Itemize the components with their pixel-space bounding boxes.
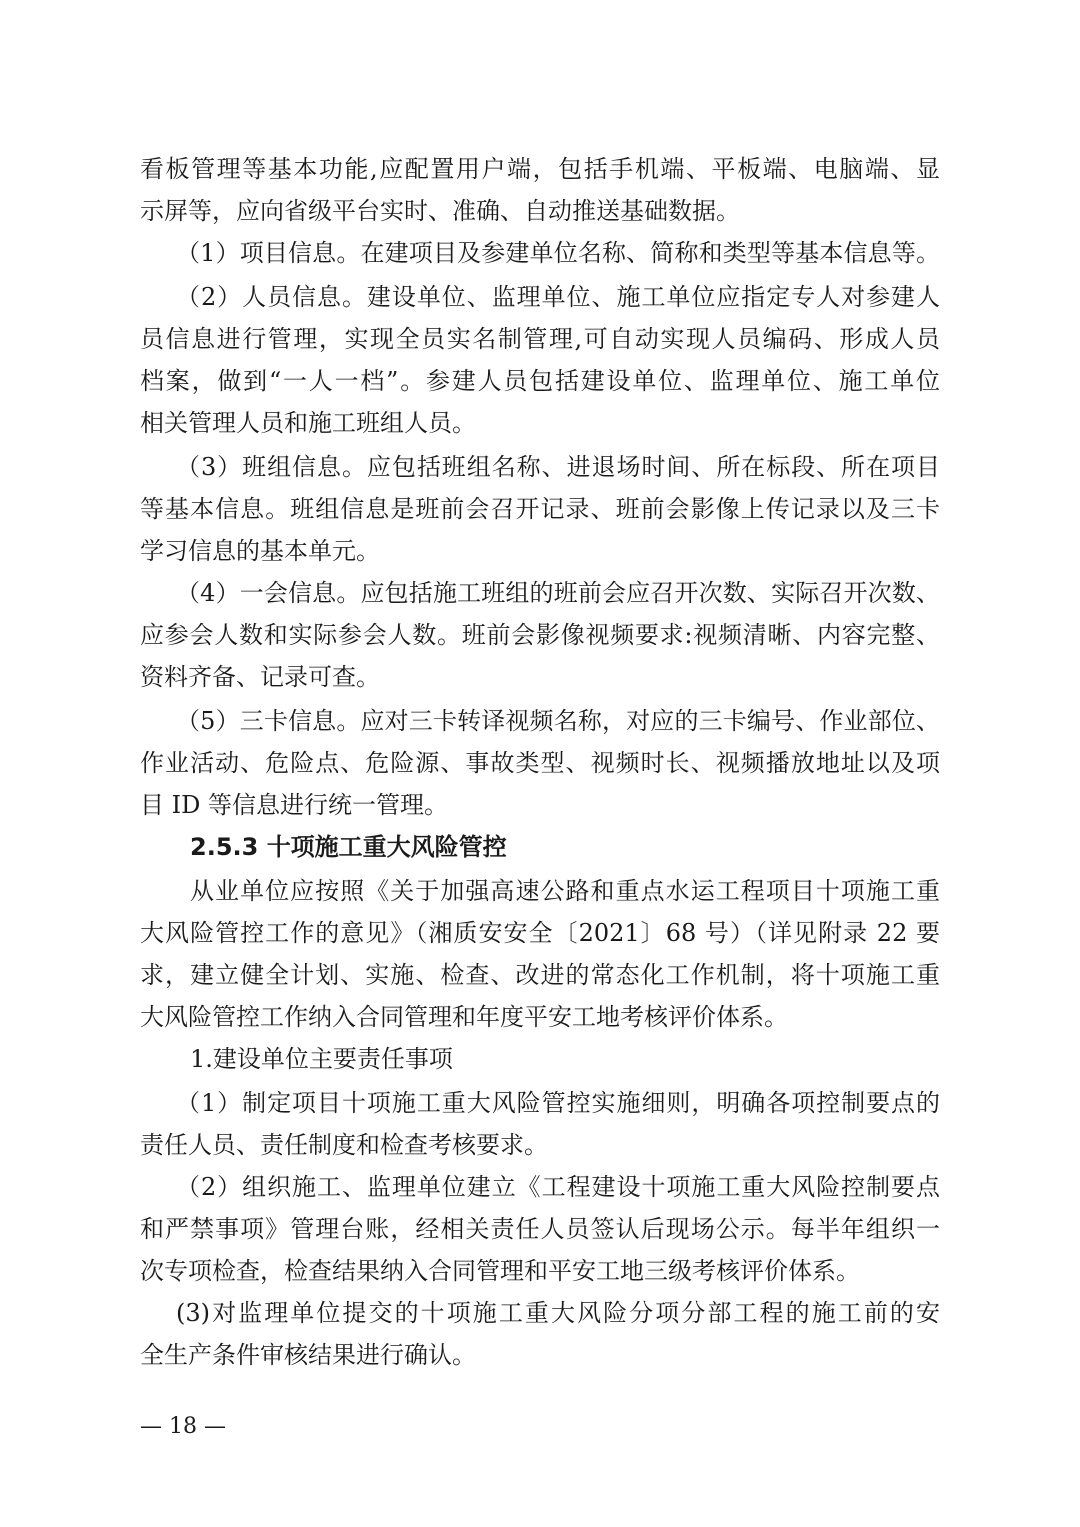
text-line: 示屏等，应向省级平台实时、准确、自动推送基础数据。 bbox=[140, 197, 740, 225]
text-line: 档案，做到“一人一档”。参建人员包括建设单位、监理单位、施工单位 bbox=[140, 367, 940, 395]
text-line: 和严禁事项》管理台账，经相关责任人员签认后现场公示。每半年组织一 bbox=[140, 1215, 940, 1243]
text-line: 学习信息的基本单元。 bbox=[140, 537, 380, 565]
text-line: 求，建立健全计划、实施、检查、改进的常态化工作机制，将十项施工重 bbox=[140, 961, 940, 989]
text-line: （1）项目信息。在建项目及参建单位名称、简称和类型等基本信息等。 bbox=[176, 239, 940, 267]
text-line: 应参会人数和实际参会人数。班前会影像视频要求:视频清晰、内容完整、 bbox=[140, 621, 940, 649]
section-heading: 2.5.3 十项施工重大风险管控 bbox=[190, 833, 507, 861]
text-line: 大风险管控工作的意见》（湘质安安全〔2021〕68 号）（详见附录 22 要 bbox=[140, 919, 940, 947]
text-line: （2）组织施工、监理单位建立《工程建设十项施工重大风险控制要点 bbox=[176, 1173, 940, 1201]
text-line: 责任人员、责任制度和检查考核要求。 bbox=[140, 1131, 548, 1159]
text-line: 资料齐备、记录可查。 bbox=[140, 663, 380, 691]
text-line: 看板管理等基本功能,应配置用户端，包括手机端、平板端、电脑端、显 bbox=[140, 155, 940, 183]
text-line: 从业单位应按照《关于加强高速公路和重点水运工程项目十项施工重 bbox=[190, 877, 940, 905]
text-line: （2）人员信息。建设单位、监理单位、施工单位应指定专人对参建人 bbox=[176, 283, 940, 311]
text-line: （3）班组信息。应包括班组名称、进退场时间、所在标段、所在项目 bbox=[176, 453, 940, 481]
text-line: 全生产条件审核结果进行确认。 bbox=[140, 1341, 476, 1369]
text-line: 大风险管控工作纳入合同管理和年度平安工地考核评价体系。 bbox=[140, 1003, 788, 1031]
subsection-heading: 1.建设单位主要责任事项 bbox=[190, 1045, 453, 1073]
page-number: — 18 — bbox=[140, 1414, 226, 1439]
text-line: （5）三卡信息。应对三卡转译视频名称，对应的三卡编号、作业部位、 bbox=[176, 707, 940, 735]
text-line: （4）一会信息。应包括施工班组的班前会应召开次数、实际召开次数、 bbox=[176, 579, 940, 607]
text-line: 等基本信息。班组信息是班前会召开记录、班前会影像上传记录以及三卡 bbox=[140, 495, 940, 523]
text-line: 次专项检查，检查结果纳入合同管理和平安工地三级考核评价体系。 bbox=[140, 1257, 860, 1285]
text-line: （1）制定项目十项施工重大风险管控实施细则，明确各项控制要点的 bbox=[176, 1089, 940, 1117]
text-line: 员信息进行管理，实现全员实名制管理,可自动实现人员编码、形成人员 bbox=[140, 325, 940, 353]
text-line: (3)对监理单位提交的十项施工重大风险分项分部工程的施工前的安 bbox=[176, 1299, 940, 1327]
text-line: 目 ID 等信息进行统一管理。 bbox=[140, 791, 448, 819]
text-line: 作业活动、危险点、危险源、事故类型、视频时长、视频播放地址以及项 bbox=[140, 749, 940, 777]
text-line: 相关管理人员和施工班组人员。 bbox=[140, 409, 476, 437]
